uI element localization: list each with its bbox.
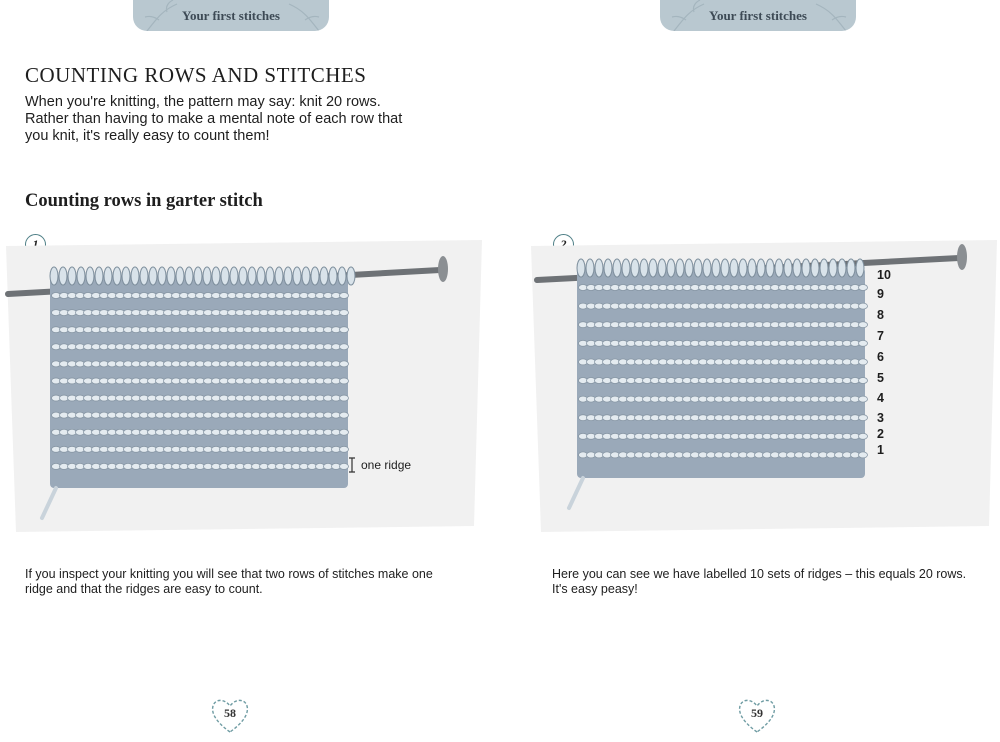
needle-stitch — [856, 259, 864, 277]
needle-stitch — [622, 259, 630, 277]
knitted-fabric — [577, 268, 865, 478]
needle-stitch — [95, 267, 103, 285]
needle-stitch — [712, 259, 720, 277]
needle-stitch — [658, 259, 666, 277]
ridge-bump — [340, 463, 349, 469]
ridge-bump — [340, 361, 349, 367]
row-label: 10 — [877, 268, 891, 282]
ridge-label: one ridge — [361, 458, 412, 472]
ridge-bump — [340, 446, 349, 452]
needle-stitch — [104, 267, 112, 285]
row-label: 1 — [877, 443, 884, 457]
needle-stitch — [613, 259, 621, 277]
ridge-bump — [340, 378, 349, 384]
needle-stitch — [185, 267, 193, 285]
ridge-bump — [340, 412, 349, 418]
intro-paragraph: When you're knitting, the pattern may say: knit 20 rows. Rather than having to make a mental note of each row that you knit, it's really easy to count them! — [25, 94, 403, 144]
needle-stitch — [338, 267, 346, 285]
needle-stitch — [640, 259, 648, 277]
needle-stitch — [577, 259, 585, 277]
needle-stitch — [739, 259, 747, 277]
ridge-bump — [859, 396, 868, 402]
page-title: COUNTING ROWS AND STITCHES — [25, 63, 367, 87]
garter-stitch-illustration — [0, 236, 490, 536]
needle-stitch — [766, 259, 774, 277]
needle-stitch — [667, 259, 675, 277]
ridge-bump — [340, 395, 349, 401]
needle-stitch — [239, 267, 247, 285]
header-tab-label: Your first stitches — [182, 7, 280, 23]
needle-knob — [438, 256, 448, 282]
needle-stitch — [167, 267, 175, 285]
header-tab-right — [660, 0, 856, 31]
needle-stitch — [347, 267, 355, 285]
needle-stitch — [194, 267, 202, 285]
ridge-bump — [859, 359, 868, 365]
needle-stitch — [230, 267, 238, 285]
ridge-bump — [859, 415, 868, 421]
ridge-bump — [859, 452, 868, 458]
needle-stitch — [275, 267, 283, 285]
ridge-bump — [859, 340, 868, 346]
needle-stitch — [302, 267, 310, 285]
needle-stitch — [248, 267, 256, 285]
header-tab-label: Your first stitches — [709, 7, 807, 23]
needle-stitch — [149, 267, 157, 285]
needle-stitch — [212, 267, 220, 285]
ridge-bump — [340, 310, 349, 316]
needle-stitch — [802, 259, 810, 277]
needle-stitch — [293, 267, 301, 285]
needle-stitch — [811, 259, 819, 277]
needle-stitch — [284, 267, 292, 285]
row-label: 8 — [877, 308, 884, 322]
needle-stitch — [257, 267, 265, 285]
needle-stitch — [266, 267, 274, 285]
needle-stitch — [595, 259, 603, 277]
needle-stitch — [847, 259, 855, 277]
step-caption: Here you can see we have labelled 10 sets of ridges – this equals 20 rows. It's easy peasy! — [552, 567, 967, 596]
ridge-bump — [859, 378, 868, 384]
ridge-bump — [340, 344, 349, 350]
needle-stitch — [586, 259, 594, 277]
row-label: 6 — [877, 350, 884, 364]
row-label: 4 — [877, 391, 884, 405]
ridge-bump — [859, 285, 868, 291]
needle-stitch — [604, 259, 612, 277]
page-number: 59 — [751, 706, 763, 720]
needle-stitch — [820, 259, 828, 277]
step-number-badge: 1 — [25, 234, 46, 255]
needle-stitch — [631, 259, 639, 277]
row-label: 9 — [877, 287, 884, 301]
needle-stitch — [122, 267, 130, 285]
row-label: 3 — [877, 411, 884, 425]
ridge-bump — [340, 327, 349, 333]
page-number-badge — [735, 695, 779, 735]
section-subtitle: Counting rows in garter stitch — [25, 191, 263, 211]
needle-stitch — [775, 259, 783, 277]
page-number-badge — [208, 695, 252, 735]
needle-stitch — [721, 259, 729, 277]
needle-stitch — [676, 259, 684, 277]
garter-stitch-labelled-illustration — [527, 236, 1000, 536]
ridge-bump — [340, 293, 349, 299]
needle-stitch — [838, 259, 846, 277]
needle-stitch — [221, 267, 229, 285]
ridge-bump — [859, 303, 868, 309]
needle-stitch — [748, 259, 756, 277]
row-label: 2 — [877, 427, 884, 441]
needle-stitch — [694, 259, 702, 277]
header-tab-left — [133, 0, 329, 31]
needle-stitch — [829, 259, 837, 277]
needle-stitch — [784, 259, 792, 277]
ridge-bump — [859, 322, 868, 328]
step-number-badge: 2 — [553, 234, 574, 255]
needle-stitch — [757, 259, 765, 277]
needle-stitch — [59, 267, 67, 285]
ridge-bump — [340, 429, 349, 435]
needle-stitch — [685, 259, 693, 277]
row-label: 5 — [877, 371, 884, 385]
needle-stitch — [793, 259, 801, 277]
needle-stitch — [203, 267, 211, 285]
needle-stitch — [329, 267, 337, 285]
needle-stitch — [730, 259, 738, 277]
step-caption: If you inspect your knitting you will see that two rows of stitches make one ridge and that the ridges are easy to count. — [25, 567, 433, 596]
needle-stitch — [320, 267, 328, 285]
needle-stitch — [68, 267, 76, 285]
needle-stitch — [50, 267, 58, 285]
needle-stitch — [140, 267, 148, 285]
page-number: 58 — [224, 706, 236, 720]
ridge-bump — [859, 433, 868, 439]
row-label: 7 — [877, 329, 884, 343]
needle-stitch — [77, 267, 85, 285]
needle-stitch — [113, 267, 121, 285]
needle-stitch — [311, 267, 319, 285]
needle-stitch — [649, 259, 657, 277]
needle-stitch — [158, 267, 166, 285]
needle-stitch — [176, 267, 184, 285]
needle-stitch — [703, 259, 711, 277]
needle-stitch — [86, 267, 94, 285]
needle-stitch — [131, 267, 139, 285]
needle-knob — [957, 244, 967, 270]
